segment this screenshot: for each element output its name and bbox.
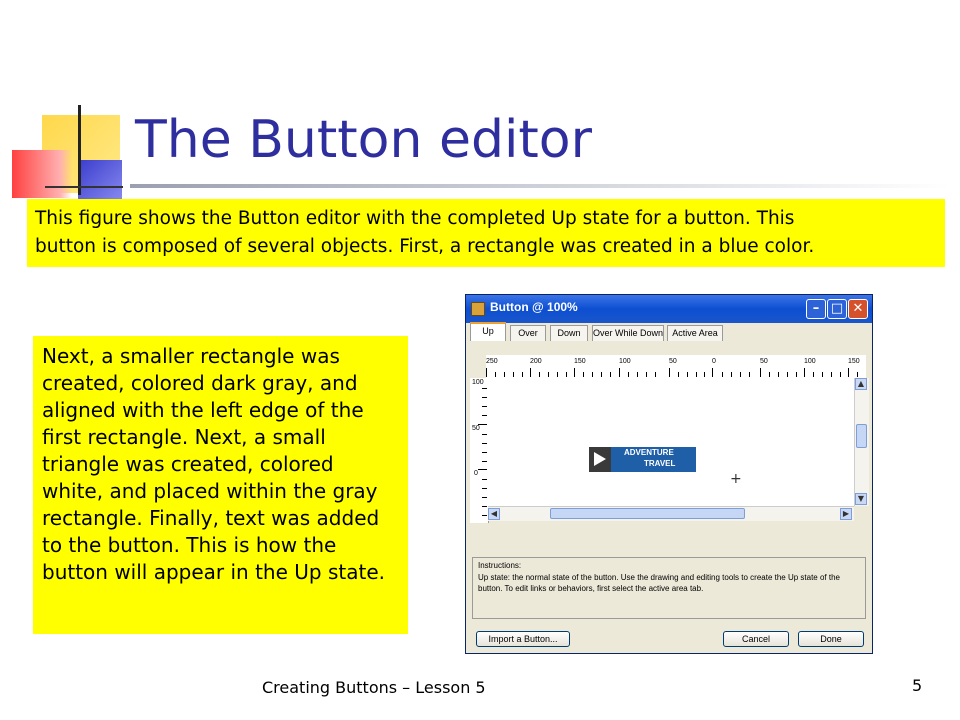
logo-horizontal-line (45, 186, 123, 188)
scroll-down-button[interactable]: ▼ (855, 493, 867, 505)
cancel-button[interactable]: Cancel (723, 631, 789, 647)
ruler-label: 150 (574, 358, 586, 365)
top-caption-box (27, 199, 945, 267)
import-button[interactable]: Import a Button... (476, 631, 570, 647)
slide-footer: Creating Buttons – Lesson 5 (262, 678, 486, 697)
crosshair-cursor-icon: + (730, 471, 742, 487)
horizontal-ruler (486, 355, 866, 379)
ruler-label: 150 (848, 358, 860, 365)
tab-up[interactable]: Up (470, 322, 506, 341)
play-triangle-icon (594, 452, 606, 466)
top-caption-line-1: This figure shows the Button editor with the completed Up state for a button. This (35, 208, 795, 229)
vertical-ruler (470, 378, 489, 523)
ruler-label: 100 (804, 358, 816, 365)
instructions-label: Instructions: (478, 561, 522, 570)
close-button[interactable]: ✕ (848, 299, 868, 319)
button-text-line-2: TRAVEL (644, 459, 676, 468)
vertical-scrollbar[interactable] (854, 378, 869, 506)
tab-active-area[interactable]: Active Area (667, 325, 723, 341)
ruler-label: 50 (472, 425, 480, 432)
tab-over-while-down[interactable]: Over While Down (592, 325, 664, 341)
instructions-text: Up state: the normal state of the button. Use the drawing and editing tools to create the Up state of the button. To edit links or behaviors, first select the active area tab. (478, 573, 840, 593)
scroll-left-button[interactable]: ◀ (488, 508, 500, 520)
logo-blue-square (78, 160, 122, 204)
button-editor-window (465, 294, 873, 654)
left-caption-box (33, 336, 408, 634)
scroll-right-button[interactable]: ▶ (840, 508, 852, 520)
ruler-label: 200 (530, 358, 542, 365)
ruler-label: 50 (669, 358, 677, 365)
slide-title: The Button editor (135, 110, 592, 170)
scroll-up-button[interactable]: ▲ (855, 378, 867, 390)
ruler-label: 100 (619, 358, 631, 365)
ruler-label: 50 (760, 358, 768, 365)
gray-rectangle (589, 447, 611, 472)
window-title: Button @ 100% (490, 300, 578, 314)
done-button[interactable]: Done (798, 631, 864, 647)
logo-red-bar (12, 150, 72, 198)
app-icon (471, 302, 485, 316)
ruler-label: 0 (712, 358, 716, 365)
page-number: 5 (912, 676, 923, 695)
button-text-line-1: ADVENTURE (624, 448, 674, 457)
ruler-label: 100 (472, 379, 484, 386)
minimize-button[interactable]: – (806, 299, 826, 319)
ruler-label: 0 (474, 470, 478, 477)
ruler-label: 250 (486, 358, 498, 365)
logo-vertical-line (78, 105, 81, 195)
left-caption-text: Next, a smaller rectangle was created, colored dark gray, and aligned with the left edge of the first rectangle. Next, a small triangle was created, colored white, and placed within the gray rectangle. Finally, text was added to the button. This is how the button will appear in the Up state. (42, 344, 385, 584)
editing-canvas[interactable] (488, 378, 854, 506)
vertical-scroll-thumb[interactable] (856, 424, 867, 448)
instructions-panel (472, 557, 866, 619)
horizontal-scrollbar[interactable] (488, 506, 854, 521)
tab-over[interactable]: Over (510, 325, 546, 341)
adventure-travel-button[interactable] (589, 447, 696, 472)
horizontal-scroll-thumb[interactable] (550, 508, 745, 519)
title-underline (130, 184, 950, 188)
tab-down[interactable]: Down (550, 325, 588, 341)
top-caption-line-2: button is composed of several objects. First, a rectangle was created in a blue color. (35, 236, 815, 257)
window-titlebar[interactable] (466, 295, 872, 323)
maximize-button[interactable]: □ (827, 299, 847, 319)
